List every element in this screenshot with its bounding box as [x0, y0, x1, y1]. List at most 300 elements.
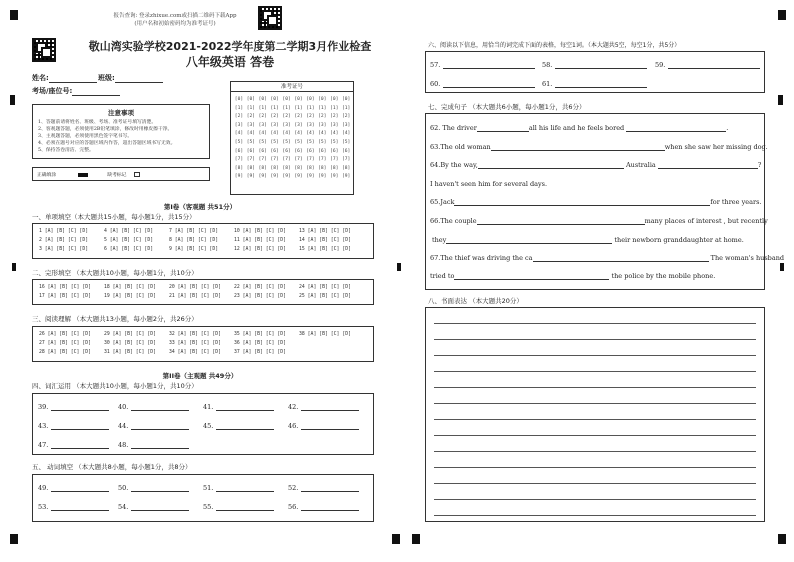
fill-legend	[32, 167, 210, 181]
writing-line[interactable]	[434, 419, 756, 420]
exam-id-digit[interactable]: [6]	[258, 148, 267, 154]
answer-46[interactable]	[288, 422, 359, 430]
exam-id-digit[interactable]: [2]	[246, 114, 256, 120]
notice-box	[32, 104, 210, 159]
answer-line[interactable]	[51, 442, 109, 449]
writing-line[interactable]	[434, 339, 756, 340]
exam-id-digit[interactable]: [4]	[341, 131, 351, 137]
sentence-text: for three years.	[710, 198, 762, 206]
registration-mark	[10, 95, 15, 105]
answer-line[interactable]	[131, 442, 189, 449]
writing-line[interactable]	[434, 387, 756, 388]
sentence-63[interactable]	[430, 143, 768, 151]
name-line[interactable]	[49, 75, 97, 83]
exam-id-digit[interactable]: [6]	[306, 148, 315, 154]
exam-id-digit[interactable]: [7]	[282, 157, 291, 163]
registration-mark	[10, 10, 18, 20]
exam-id-digit[interactable]: [3]	[306, 122, 315, 128]
answer-54[interactable]	[118, 503, 189, 511]
omr-question-bubbles[interactable]: 32 [A] [B] [C] [D]	[169, 332, 221, 337]
answer-55[interactable]	[203, 503, 274, 511]
exam-id-digit[interactable]: [2]	[330, 114, 339, 120]
sentence-text: 63.The old woman	[430, 143, 491, 151]
sentence-text: they	[432, 236, 447, 244]
answer-57[interactable]	[430, 61, 535, 69]
omr-question-bubbles[interactable]: 29 [A] [B] [C] [D]	[104, 332, 156, 337]
omr-question-bubbles[interactable]: 38 [A] [B] [C] [D]	[299, 332, 351, 337]
section-seven-heading: 七、完成句子 （本大题共6小题，每小题1分，共6分）	[428, 103, 586, 111]
exam-id-digit[interactable]: [1]	[294, 105, 303, 111]
answer-line[interactable]	[301, 504, 359, 511]
exam-id-digit[interactable]: [6]	[234, 148, 244, 154]
exam-id-digit[interactable]: [1]	[234, 105, 244, 111]
exam-id-digit[interactable]: [4]	[246, 131, 256, 137]
answer-number: 40.	[118, 403, 129, 411]
exam-id-digit[interactable]: [2]	[258, 114, 267, 120]
exam-id-digit[interactable]: [8]	[258, 165, 267, 171]
omr-question-bubbles[interactable]: 5 [A] [B] [C] [D]	[104, 238, 154, 243]
exam-id-digit[interactable]: [9]	[246, 174, 256, 180]
answer-number: 41.	[203, 403, 214, 411]
exam-id-digit[interactable]: [7]	[258, 157, 267, 163]
answer-line[interactable]	[301, 485, 359, 492]
exam-id-digit[interactable]: [4]	[258, 131, 267, 137]
exam-id-digit[interactable]: [5]	[306, 139, 315, 145]
answer-number: 42.	[288, 403, 299, 411]
omr-question-bubbles[interactable]: 7 [A] [B] [C] [D]	[169, 229, 219, 234]
answer-48[interactable]	[118, 441, 189, 449]
answer-number: 59.	[655, 61, 666, 69]
omr-row	[39, 283, 367, 292]
exam-id-digit[interactable]: [3]	[318, 122, 327, 128]
exam-id-digit[interactable]: [9]	[341, 174, 351, 180]
answer-number: 45.	[203, 422, 214, 430]
exam-id-digit[interactable]: [2]	[270, 114, 279, 120]
exam-id-digit[interactable]: [7]	[246, 157, 256, 163]
answer-line[interactable]	[216, 423, 274, 430]
answer-line[interactable]	[216, 404, 274, 411]
writing-line[interactable]	[434, 483, 756, 484]
registration-mark	[397, 263, 401, 271]
answer-line[interactable]	[301, 423, 359, 430]
exam-id-digit[interactable]: [0]	[318, 97, 327, 102]
sentence-64-continued: I haven't seen him for several days.	[430, 180, 548, 188]
name-field[interactable]	[32, 73, 97, 83]
omr-row	[39, 245, 367, 254]
exam-id-digit[interactable]: [9]	[294, 174, 303, 180]
room-seat-field[interactable]	[32, 86, 120, 96]
omr-question-bubbles[interactable]: 8 [A] [B] [C] [D]	[169, 238, 219, 243]
answer-39[interactable]	[38, 403, 109, 411]
omr-question-bubbles[interactable]: 21 [A] [B] [C] [D]	[169, 294, 221, 299]
exam-id-column	[341, 96, 351, 182]
class-label: 班级:	[98, 74, 115, 82]
answer-line[interactable]	[51, 423, 109, 430]
omr-question-bubbles[interactable]: 2 [A] [B] [C] [D]	[39, 238, 89, 243]
answer-line[interactable]	[477, 125, 529, 132]
answer-number: 48.	[118, 441, 129, 449]
answer-line[interactable]	[533, 255, 709, 262]
answer-line[interactable]	[478, 162, 624, 169]
answer-line[interactable]	[443, 62, 535, 69]
sentence-67-continued[interactable]	[430, 272, 715, 280]
section-three-heading: 三、阅读理解 （本大题共13小题，每小题2分，共26分）	[32, 315, 198, 323]
omr-question-bubbles[interactable]: 34 [A] [B] [C] [D]	[169, 350, 221, 355]
exam-id-digit[interactable]: [9]	[318, 174, 327, 180]
answer-45[interactable]	[203, 422, 274, 430]
qr-code-icon	[258, 6, 282, 30]
exam-id-digit[interactable]: [8]	[330, 165, 339, 171]
answer-line[interactable]	[454, 199, 710, 206]
omr-row	[39, 348, 367, 357]
exam-id-digit[interactable]: [2]	[306, 114, 315, 120]
omr-question-bubbles[interactable]: 12 [A] [B] [C] [D]	[234, 247, 286, 252]
answer-line[interactable]	[131, 404, 189, 411]
exam-id-digit[interactable]: [8]	[318, 165, 327, 171]
exam-id-digit[interactable]: [1]	[318, 105, 327, 111]
exam-id-digit[interactable]: [1]	[270, 105, 279, 111]
answer-43[interactable]	[38, 422, 109, 430]
omr-question-bubbles[interactable]: 16 [A] [B] [C] [D]	[39, 285, 91, 290]
exam-id-digit[interactable]: [3]	[270, 122, 279, 128]
exam-id-digit[interactable]: [1]	[330, 105, 339, 111]
omr-question-bubbles[interactable]: 14 [A] [B] [C] [D]	[299, 238, 351, 243]
sentence-text: 62. The driver	[430, 124, 477, 132]
exam-id-digit[interactable]: [7]	[341, 157, 351, 163]
answer-line[interactable]	[131, 504, 189, 511]
omr-question-bubbles[interactable]: 4 [A] [B] [C] [D]	[104, 229, 154, 234]
answer-41[interactable]	[203, 403, 274, 411]
answer-line[interactable]	[131, 485, 189, 492]
exam-id-digit[interactable]: [4]	[306, 131, 315, 137]
answer-line[interactable]	[626, 124, 729, 132]
answer-number: 61.	[542, 80, 553, 88]
writing-line[interactable]	[434, 499, 756, 500]
exam-id-digit[interactable]: [7]	[270, 157, 279, 163]
exam-id-digit[interactable]: [7]	[294, 157, 303, 163]
exam-id-title: 准考证号	[231, 82, 353, 92]
answer-44[interactable]	[118, 422, 189, 430]
exam-id-digit[interactable]: [6]	[294, 148, 303, 154]
omr-question-bubbles[interactable]: 26 [A] [B] [C] [D]	[39, 332, 91, 337]
omr-question-bubbles[interactable]: 20 [A] [B] [C] [D]	[169, 285, 221, 290]
exam-id-digit[interactable]: [8]	[270, 165, 279, 171]
omr-question-bubbles[interactable]: 27 [A] [B] [C] [D]	[39, 341, 91, 346]
answer-49[interactable]	[38, 484, 109, 492]
exam-id-digit[interactable]: [0]	[246, 97, 256, 102]
exam-id-digit[interactable]: [3]	[258, 122, 267, 128]
answer-line[interactable]	[443, 81, 535, 88]
exam-id-digit[interactable]: [2]	[318, 114, 327, 120]
sentence-62[interactable]	[430, 124, 728, 132]
exam-id-digit[interactable]: [9]	[234, 174, 244, 180]
exam-id-column	[329, 96, 339, 182]
exam-id-column	[282, 96, 292, 182]
sentence-text: ?	[757, 161, 762, 169]
room-seat-label: 考场/座位号:	[32, 87, 73, 95]
sentence-67[interactable]	[430, 254, 784, 262]
exam-id-digit[interactable]: [4]	[234, 131, 244, 137]
exam-id-digit[interactable]: [7]	[330, 157, 339, 163]
exam-id-digit[interactable]: [5]	[234, 139, 244, 145]
notice-line: 5、保持答卷清洁、完整。	[38, 148, 94, 153]
omr-question-bubbles[interactable]: 33 [A] [B] [C] [D]	[169, 341, 221, 346]
registration-mark	[780, 263, 784, 271]
omr-row	[39, 330, 367, 339]
sentence-66[interactable]	[430, 217, 768, 225]
exam-id-digit[interactable]: [4]	[294, 131, 303, 137]
exam-id-column	[305, 96, 315, 182]
answer-line[interactable]	[446, 237, 612, 244]
exam-id-digit[interactable]: [0]	[294, 97, 303, 102]
exam-id-digit[interactable]: [1]	[282, 105, 291, 111]
exam-id-digit[interactable]: [0]	[306, 97, 315, 102]
answer-61[interactable]	[542, 80, 647, 88]
answer-number: 49.	[38, 484, 49, 492]
answer-line[interactable]	[51, 504, 109, 511]
omr-row	[39, 227, 367, 236]
answer-56[interactable]	[288, 503, 359, 511]
exam-id-digit[interactable]: [6]	[341, 148, 351, 154]
section-six-heading: 六、阅读以下信息，用恰当的词完成下面的表格，每空1词。（本大题共5空，每空1分，共5分）	[428, 42, 681, 49]
answer-60[interactable]	[430, 80, 535, 88]
exam-id-digit[interactable]: [3]	[282, 122, 291, 128]
room-seat-line[interactable]	[72, 88, 120, 96]
exam-id-digit[interactable]: [0]	[330, 97, 339, 102]
answer-line[interactable]	[51, 404, 109, 411]
omr-question-bubbles[interactable]: 15 [A] [B] [C] [D]	[299, 247, 351, 252]
answer-52[interactable]	[288, 484, 359, 492]
answer-59[interactable]	[655, 61, 760, 69]
writing-line[interactable]	[434, 355, 756, 356]
answer-50[interactable]	[118, 484, 189, 492]
omr-question-bubbles[interactable]: 19 [A] [B] [C] [D]	[104, 294, 156, 299]
exam-id-digit[interactable]: [1]	[306, 105, 315, 111]
omr-question-bubbles[interactable]: 35 [A] [B] [C] [D]	[234, 332, 286, 337]
filled-swatch-icon	[78, 173, 88, 177]
omr-question-bubbles[interactable]: 37 [A] [B] [C] [D]	[234, 350, 286, 355]
omr-block-three	[32, 326, 374, 362]
notice-line: 3、主观题答题，必须使用黑色签字笔书写。	[38, 134, 133, 139]
exam-id-digit[interactable]: [6]	[270, 148, 279, 154]
sentence-65[interactable]	[430, 198, 761, 206]
exam-id-digit[interactable]: [5]	[246, 139, 256, 145]
exam-id-digit[interactable]: [0]	[282, 97, 291, 102]
exam-id-digit[interactable]: [7]	[306, 157, 315, 163]
exam-id-digit[interactable]: [8]	[234, 165, 244, 171]
exam-id-digit[interactable]: [2]	[282, 114, 291, 120]
exam-id-digit[interactable]: [2]	[234, 114, 244, 120]
answer-number: 50.	[118, 484, 129, 492]
exam-id-digit[interactable]: [9]	[270, 174, 279, 180]
omr-question-bubbles[interactable]: 13 [A] [B] [C] [D]	[299, 229, 351, 234]
writing-line[interactable]	[434, 403, 756, 404]
omr-question-bubbles[interactable]: 23 [A] [B] [C] [D]	[234, 294, 286, 299]
writing-line[interactable]	[434, 435, 756, 436]
omr-question-bubbles[interactable]: 30 [A] [B] [C] [D]	[104, 341, 156, 346]
qr-code-icon	[32, 38, 56, 62]
exam-id-digit[interactable]: [4]	[330, 131, 339, 137]
notice-line: 2、客观题答题，必须使用2B铅笔填涂，修改时用橡皮擦干净。	[38, 127, 173, 132]
answer-51[interactable]	[203, 484, 274, 492]
answer-number: 53.	[38, 503, 49, 511]
exam-id-digit[interactable]: [3]	[341, 122, 351, 128]
omr-question-bubbles[interactable]: 28 [A] [B] [C] [D]	[39, 350, 91, 355]
answer-line[interactable]	[477, 218, 645, 225]
exam-id-digit[interactable]: [4]	[318, 131, 327, 137]
registration-mark	[392, 534, 400, 544]
answer-line[interactable]	[555, 62, 647, 69]
omr-question-bubbles[interactable]: 18 [A] [B] [C] [D]	[104, 285, 156, 290]
exam-id-columns	[231, 92, 353, 182]
omr-question-bubbles[interactable]: 36 [A] [B] [C] [D]	[234, 341, 286, 346]
answer-line[interactable]	[555, 81, 647, 88]
exam-id-digit[interactable]: [2]	[294, 114, 303, 120]
exam-id-digit[interactable]: [5]	[282, 139, 291, 145]
sentence-text: 65.Jack	[430, 198, 455, 206]
answer-number: 56.	[288, 503, 299, 511]
omr-question-bubbles[interactable]: 10 [A] [B] [C] [D]	[234, 229, 286, 234]
verb-answer-box	[32, 474, 374, 522]
missing-mark-label: 缺考标记	[107, 173, 127, 178]
omr-question-bubbles[interactable]: 3 [A] [B] [C] [D]	[39, 247, 89, 252]
writing-line[interactable]	[434, 467, 756, 468]
sentence-text: when she saw her missing dog.	[664, 143, 768, 151]
exam-id-digit[interactable]: [6]	[282, 148, 291, 154]
exam-id-digit[interactable]: [3]	[246, 122, 256, 128]
exam-id-column	[317, 96, 327, 182]
answer-line[interactable]	[216, 504, 274, 511]
omr-question-bubbles[interactable]: 6 [A] [B] [C] [D]	[104, 247, 154, 252]
exam-id-digit[interactable]: [3]	[234, 122, 244, 128]
registration-mark	[412, 534, 420, 544]
exam-id-digit[interactable]: [0]	[258, 97, 267, 102]
exam-id-digit[interactable]: [8]	[282, 165, 291, 171]
exam-id-digit[interactable]: [7]	[234, 157, 244, 163]
answer-number: 46.	[288, 422, 299, 430]
writing-line[interactable]	[434, 371, 756, 372]
name-label: 姓名:	[32, 74, 49, 82]
omr-row	[39, 339, 367, 348]
exam-id-digit[interactable]: [5]	[330, 139, 339, 145]
answer-42[interactable]	[288, 403, 359, 411]
answer-47[interactable]	[38, 441, 109, 449]
answer-number: 55.	[203, 503, 214, 511]
omr-question-bubbles[interactable]: 22 [A] [B] [C] [D]	[234, 285, 286, 290]
answer-line[interactable]	[216, 485, 274, 492]
exam-id-digit[interactable]: [9]	[330, 174, 339, 180]
exam-id-digit[interactable]: [8]	[306, 165, 315, 171]
sentence-text: 67.The thief was driving the ca	[430, 254, 533, 262]
exam-id-box	[230, 81, 354, 195]
report-query-line: 报告查询: 登录zhixue.com或扫描二维码下载App	[113, 13, 237, 19]
omr-block-two	[32, 279, 374, 305]
report-query-note	[100, 12, 250, 28]
answer-line[interactable]	[658, 162, 758, 169]
class-line[interactable]	[115, 75, 163, 83]
answer-number: 58.	[542, 61, 553, 69]
exam-id-digit[interactable]: [5]	[318, 139, 327, 145]
exam-id-digit[interactable]: [8]	[246, 165, 256, 171]
exam-id-digit[interactable]: [1]	[258, 105, 267, 111]
sentence-text: 64.By the way,	[430, 161, 478, 169]
sentence-text: all his life and he feels bored	[528, 124, 625, 132]
exam-id-digit[interactable]: [9]	[282, 174, 291, 180]
exam-id-digit[interactable]: [5]	[341, 139, 351, 145]
exam-id-digit[interactable]: [9]	[258, 174, 267, 180]
section-five-heading: 五、 动词填空 （本大题共8小题，每小题1分，共8分）	[32, 463, 192, 471]
sentence-text: the police by the mobile phone.	[611, 272, 716, 280]
answer-number: 44.	[118, 422, 129, 430]
exam-id-digit[interactable]: [8]	[341, 165, 351, 171]
writing-line[interactable]	[434, 451, 756, 452]
exam-id-digit[interactable]: [5]	[270, 139, 279, 145]
exam-id-digit[interactable]: [8]	[294, 165, 303, 171]
answer-number: 51.	[203, 484, 214, 492]
exam-id-digit[interactable]: [0]	[270, 97, 279, 102]
report-query-hint: (用户名和初始密码均为准考证号)	[134, 21, 216, 27]
exam-id-digit[interactable]: [9]	[306, 174, 315, 180]
omr-question-bubbles[interactable]: 11 [A] [B] [C] [D]	[234, 238, 286, 243]
exam-id-column	[270, 96, 280, 182]
exam-id-digit[interactable]: [6]	[330, 148, 339, 154]
answer-number: 60.	[430, 80, 441, 88]
exam-id-digit[interactable]: [0]	[341, 97, 351, 102]
writing-line[interactable]	[434, 323, 756, 324]
answer-line[interactable]	[131, 423, 189, 430]
exam-id-digit[interactable]: [6]	[318, 148, 327, 154]
exam-id-column	[258, 96, 268, 182]
exam-id-digit[interactable]: [2]	[341, 114, 351, 120]
correct-fill-label: 正确填涂	[37, 173, 57, 178]
answer-40[interactable]	[118, 403, 189, 411]
page-subtitle: 八年级英语 答卷	[185, 55, 275, 69]
exam-id-digit[interactable]: [3]	[330, 122, 339, 128]
answer-58[interactable]	[542, 61, 647, 69]
exam-id-digit[interactable]: [7]	[318, 157, 327, 163]
answer-53[interactable]	[38, 503, 109, 511]
answer-number: 57.	[430, 61, 441, 69]
omr-question-bubbles[interactable]: 31 [A] [B] [C] [D]	[104, 350, 156, 355]
missing-mark-checkbox[interactable]	[134, 172, 140, 177]
writing-line[interactable]	[434, 515, 756, 516]
sentence-64[interactable]	[430, 161, 761, 169]
answer-line[interactable]	[491, 144, 665, 151]
exam-id-digit[interactable]: [3]	[294, 122, 303, 128]
part-one-title: 第I卷（客观题 共51分）	[163, 203, 237, 211]
omr-question-bubbles[interactable]: 1 [A] [B] [C] [D]	[39, 229, 89, 234]
exam-id-column	[294, 96, 304, 182]
exam-id-digit[interactable]: [4]	[282, 131, 291, 137]
answer-line[interactable]	[454, 273, 609, 280]
answer-line[interactable]	[51, 485, 109, 492]
exam-id-digit[interactable]: [6]	[246, 148, 256, 154]
omr-question-bubbles[interactable]: 17 [A] [B] [C] [D]	[39, 294, 91, 299]
class-field[interactable]	[98, 73, 163, 83]
omr-question-bubbles[interactable]: 9 [A] [B] [C] [D]	[169, 247, 219, 252]
exam-id-digit[interactable]: [1]	[246, 105, 256, 111]
omr-question-bubbles[interactable]: 24 [A] [B] [C] [D]	[299, 285, 351, 290]
exam-id-digit[interactable]: [1]	[341, 105, 351, 111]
exam-id-digit[interactable]: [5]	[258, 139, 267, 145]
exam-id-digit[interactable]: [5]	[294, 139, 303, 145]
exam-id-digit[interactable]: [4]	[270, 131, 279, 137]
answer-line[interactable]	[301, 404, 359, 411]
omr-question-bubbles[interactable]: 25 [A] [B] [C] [D]	[299, 294, 351, 299]
exam-id-digit[interactable]: [0]	[234, 97, 244, 102]
answer-line[interactable]	[668, 62, 760, 69]
sentence-66-continued[interactable]	[432, 236, 744, 244]
